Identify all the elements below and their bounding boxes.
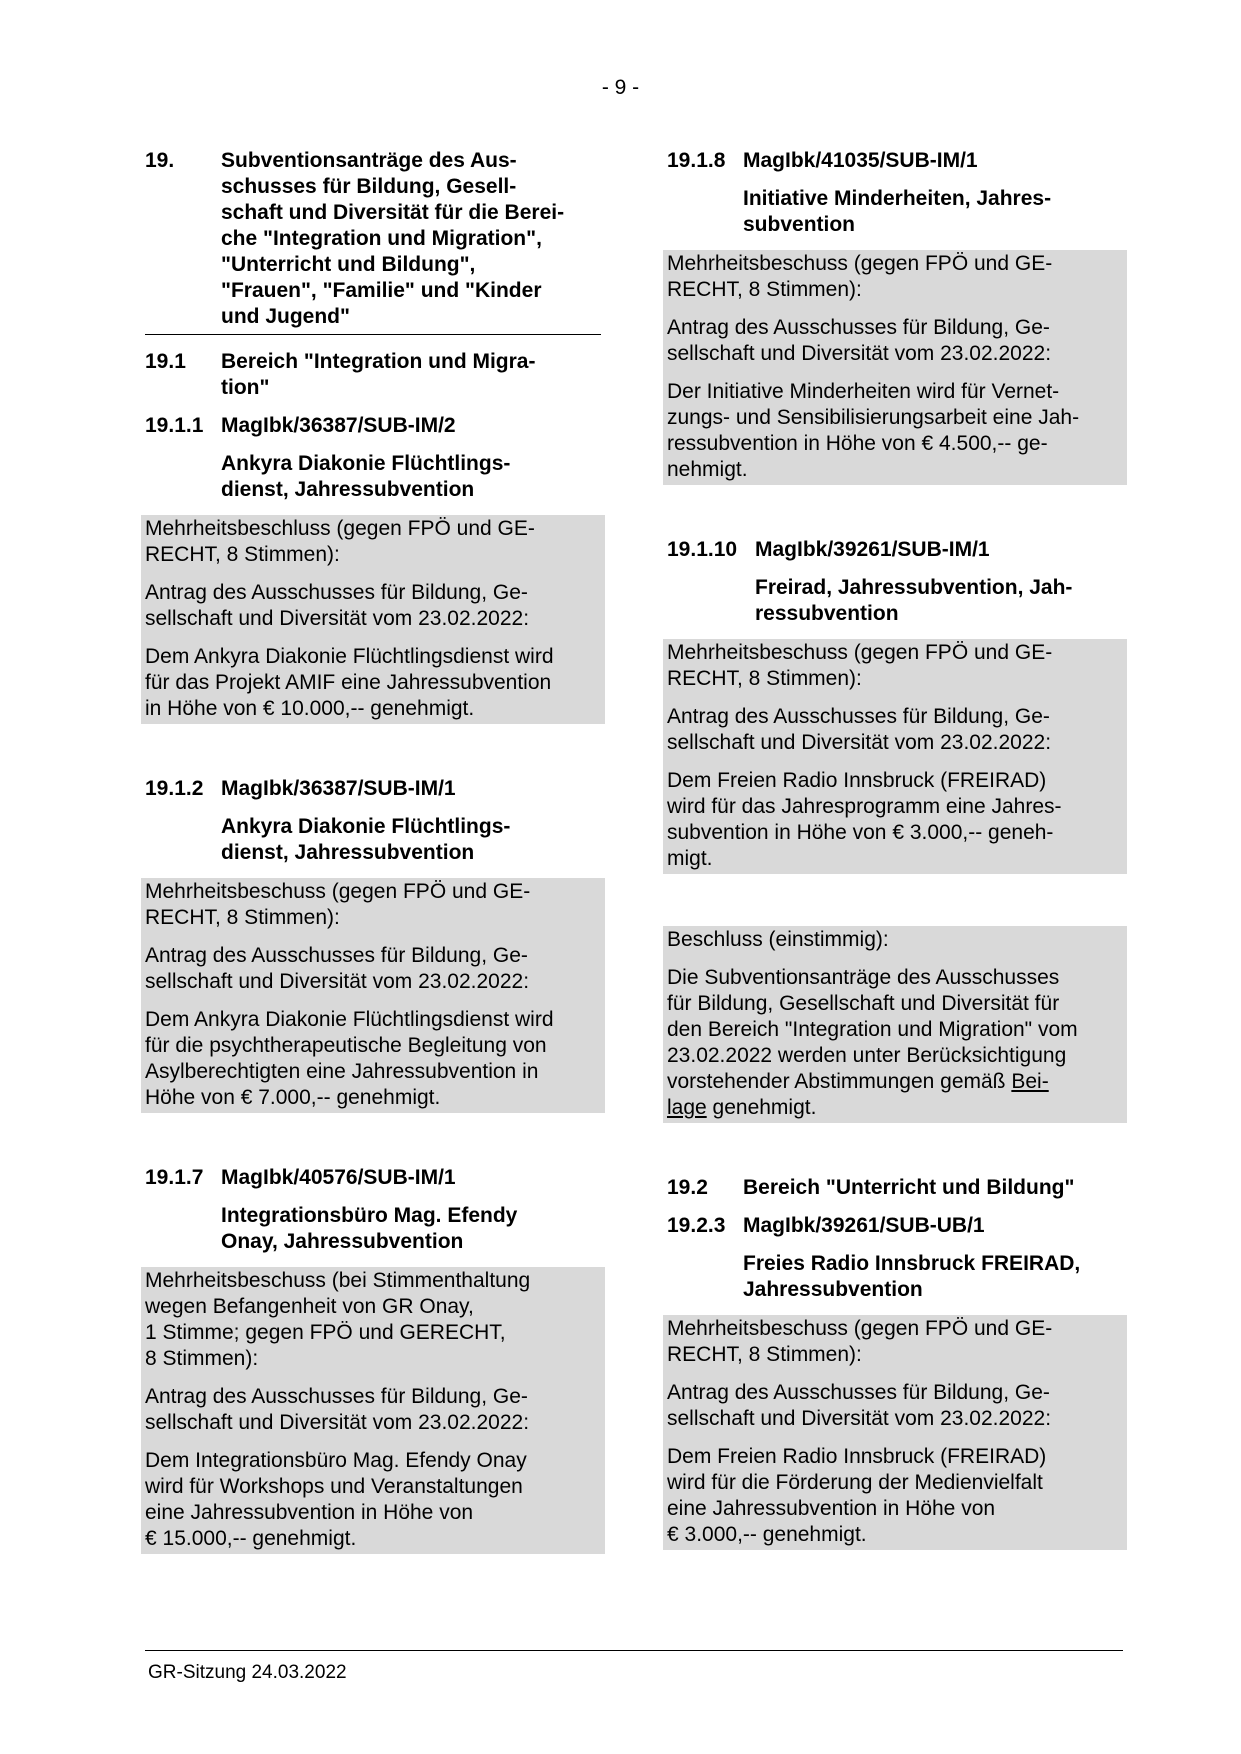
vote-text: Mehrheitsbeschuss (gegen FPÖ und GE- RECHT, 8 Stimmen): xyxy=(667,641,1053,690)
item-heading xyxy=(145,1165,601,1191)
resolution-label: Beschluss (einstimmig): xyxy=(667,928,889,951)
motion-text: Antrag des Ausschusses für Bildung, Ge- sellschaft und Diversität vom 23.02.2022: xyxy=(667,1381,1052,1430)
item-box xyxy=(663,1315,1127,1550)
footer-text: GR-Sitzung 24.03.2022 xyxy=(148,1662,347,1683)
item-subtitle: Ankyra Diakonie Flüchtlings- dienst, Jahressubvention xyxy=(221,452,511,501)
item-number: 19.1.7 xyxy=(145,1166,204,1189)
section-19-1-heading xyxy=(145,349,601,401)
item-box xyxy=(141,1267,605,1554)
item-code: MagIbk/39261/SUB-UB/1 xyxy=(743,1214,985,1237)
item-subtitle: Freies Radio Innsbruck FREIRAD, Jahressubvention xyxy=(743,1252,1081,1301)
resolution-box xyxy=(663,926,1127,1123)
decision-text: Dem Ankyra Diakonie Flüchtlingsdienst wird für das Projekt AMIF eine Jahressubvention in Höhe von € 10.000,-- genehmigt. xyxy=(145,645,554,720)
item-subtitle: Initiative Minderheiten, Jahres- subvention xyxy=(743,187,1052,236)
left-column xyxy=(145,148,601,1554)
motion-text: Antrag des Ausschusses für Bildung, Ge- sellschaft und Diversität vom 23.02.2022: xyxy=(145,1385,530,1434)
decision-text: Dem Ankyra Diakonie Flüchtlingsdienst wird für die psychtherapeutische Begleitung von Asylberechtigten eine Jahressubvention in Höhe von € 7.000,-- genehmigt. xyxy=(145,1008,554,1109)
item-subtitle: Integrationsbüro Mag. Efendy Onay, Jahressubvention xyxy=(221,1204,518,1253)
item-number: 19.1.8 xyxy=(667,149,726,172)
item-number: 19.1.2 xyxy=(145,777,204,800)
motion-text: Antrag des Ausschusses für Bildung, Ge- sellschaft und Diversität vom 23.02.2022: xyxy=(667,705,1052,754)
item-code: MagIbk/36387/SUB-IM/2 xyxy=(221,414,456,437)
item-box xyxy=(663,639,1127,874)
item-heading xyxy=(667,537,1123,563)
vote-text: Mehrheitsbeschuss (bei Stimmenthaltung wegen Befangenheit von GR Onay, 1 Stimme; gegen FPÖ und GERECHT, 8 Stimmen): xyxy=(145,1269,531,1370)
item-code: MagIbk/39261/SUB-IM/1 xyxy=(755,538,990,561)
item-subtitle: Ankyra Diakonie Flüchtlings- dienst, Jahressubvention xyxy=(221,815,511,864)
section-number: 19. xyxy=(145,149,175,172)
page-number: - 9 - xyxy=(601,76,640,99)
section-number: 19.2 xyxy=(667,1176,708,1199)
item-box xyxy=(663,250,1127,485)
decision-text: Dem Freien Radio Innsbruck (FREIRAD) wird für das Jahresprogramm eine Jahres- subvention in Höhe von € 3.000,-- geneh- migt. xyxy=(667,769,1062,870)
item-subtitle: Freirad, Jahressubvention, Jah- ressubvention xyxy=(755,576,1073,625)
item-heading xyxy=(667,1213,1123,1239)
section-number: 19.1 xyxy=(145,350,186,373)
section-title: Bereich "Integration und Migra- tion" xyxy=(221,350,536,399)
item-code: MagIbk/40576/SUB-IM/1 xyxy=(221,1166,456,1189)
item-code: MagIbk/41035/SUB-IM/1 xyxy=(743,149,978,172)
section-19-2-heading xyxy=(667,1175,1123,1201)
right-column xyxy=(667,148,1123,1550)
item-number: 19.2.3 xyxy=(667,1214,726,1237)
item-heading xyxy=(667,148,1123,174)
footer-divider xyxy=(145,1650,1123,1651)
section-title: Subventionsanträge des Aus- schusses für Bildung, Gesell- schaft und Diversität für die Berei- che "Integration und Migration", "Unterricht und Bildung", "Frauen", "Familie" und "Kinder und Jugend" xyxy=(221,149,565,328)
beilage-link[interactable]: Bei- lage xyxy=(667,1070,1049,1119)
item-heading xyxy=(145,413,601,439)
item-heading xyxy=(145,776,601,802)
item-code: MagIbk/36387/SUB-IM/1 xyxy=(221,777,456,800)
vote-text: Mehrheitsbeschluss (gegen FPÖ und GE- RECHT, 8 Stimmen): xyxy=(145,517,535,566)
section-title: Bereich "Unterricht und Bildung" xyxy=(743,1176,1075,1199)
section-19-heading xyxy=(145,148,601,335)
item-number: 19.1.10 xyxy=(667,538,738,561)
item-box xyxy=(141,878,605,1113)
motion-text: Antrag des Ausschusses für Bildung, Ge- sellschaft und Diversität vom 23.02.2022: xyxy=(145,944,530,993)
decision-text: Der Initiative Minderheiten wird für Vernet- zungs- und Sensibilisierungsarbeit eine Jah- ressubvention in Höhe von € 4.500,-- ge- nehmigt. xyxy=(667,380,1080,481)
vote-text: Mehrheitsbeschuss (gegen FPÖ und GE- RECHT, 8 Stimmen): xyxy=(667,252,1053,301)
motion-text: Antrag des Ausschusses für Bildung, Ge- sellschaft und Diversität vom 23.02.2022: xyxy=(667,316,1052,365)
item-number: 19.1.1 xyxy=(145,414,204,437)
resolution-text-end: genehmigt. xyxy=(706,1096,817,1119)
item-box xyxy=(141,515,605,724)
vote-text: Mehrheitsbeschuss (gegen FPÖ und GE- RECHT, 8 Stimmen): xyxy=(667,1317,1053,1366)
vote-text: Mehrheitsbeschuss (gegen FPÖ und GE- RECHT, 8 Stimmen): xyxy=(145,880,531,929)
motion-text: Antrag des Ausschusses für Bildung, Ge- sellschaft und Diversität vom 23.02.2022: xyxy=(145,581,530,630)
decision-text: Dem Integrationsbüro Mag. Efendy Onay wird für Workshops und Veranstaltungen eine Jahressubvention in Höhe von € 15.000,-- genehmigt. xyxy=(145,1449,527,1550)
resolution-text: Die Subventionsanträge des Ausschusses für Bildung, Gesellschaft und Diversität für den Bereich "Integration und Migration" vom 23.02.2022 werden unter Berücksichtigung vorstehender Abstimmungen gemäß Bei- lage genehmigt. xyxy=(667,966,1078,1119)
decision-text: Dem Freien Radio Innsbruck (FREIRAD) wird für die Förderung der Medienvielfalt eine Jahressubvention in Höhe von € 3.000,-- genehmigt. xyxy=(667,1445,1047,1546)
